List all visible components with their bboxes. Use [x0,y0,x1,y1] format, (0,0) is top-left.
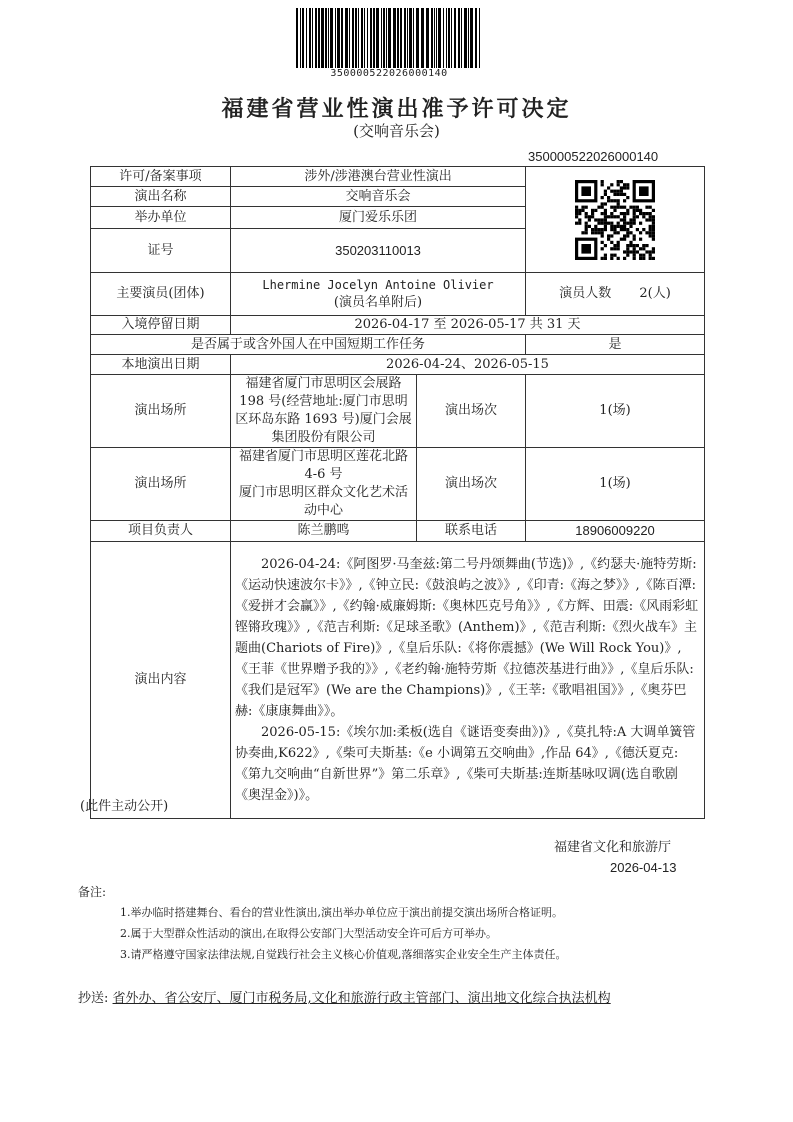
content-paragraph-1: 2026-04-24:《阿图罗·马奎兹:第二号丹颂舞曲(节选)》,《约瑟夫·施特劳斯:《运动快速波尔卡》》,《钟立民:《鼓浪屿之波》》,《印青:《海之梦》》,《陈百潭:《爱拼才会赢》》,《约翰·威廉姆斯:《奥林匹克号角》》,《方辉、田震:《风雨彩虹 铿锵玫瑰》》,《范吉利斯:《足球圣歌》(Anthem)》,《范吉利斯:《烈火战车》主题曲(Chariots of Fire)》,《皇后乐队:《将你震撼》(We Will Rock You)》,《王菲《世界赠予我的》》,《老约翰·施特劳斯《拉德茨基进行曲》》,《皇后乐队:《我们是冠军》(We are the Champions)》,《王莘:《歌唱祖国》》,《奥芬巴赫:《康康舞曲》》。 [235,557,699,719]
cc-label: 抄送: [78,991,109,1006]
venue2-sessions-label: 演出场次 [417,448,526,521]
local-date-label: 本地演出日期 [91,355,231,375]
venue2-sessions-value: 1(场) [526,448,705,521]
venue2-cell [231,448,417,521]
venue1-value: 福建省厦门市思明区会展路 198 号(经营地址:厦门市思明区环岛东路 1693 号)厦门会展集团股份有限公司 [231,375,417,448]
issuing-authority: 福建省文化和旅游厅 [554,840,672,855]
remark-item: 1.举办临时搭建舞台、看台的营业性演出,演出举办单位应于演出前提交演出场所合格证明。 [120,906,563,919]
main-performer-cell [231,273,526,316]
cc-list: 省外办、省公安厅、厦门市税务局,文化和旅游行政主管部门、演出地文化综合执法机构 [112,991,611,1006]
venue1-sessions-value: 1(场) [526,375,705,448]
venue1-sessions-label: 演出场次 [417,375,526,448]
venue2-line2: 厦门市思明区群众文化艺术活动中心 [238,485,408,518]
barcode [296,8,482,68]
venue2-line1: 福建省厦门市思明区莲花北路 4-6 号 [238,449,408,482]
barcode-number: 350000522026000140 [330,68,448,79]
issue-date: 2026-04-13 [610,860,677,875]
content-label: 演出内容 [91,542,231,819]
remark-item: 3.请严格遵守国家法律法规,自觉践行社会主义核心价值观,落细落实企业安全生产主体责任。 [120,948,567,961]
cert-value: 350203110013 [231,229,526,273]
venue2-label: 演出场所 [91,448,231,521]
venue1-label: 演出场所 [91,375,231,448]
manager-value: 陈兰鹏鸣 [231,521,417,542]
performer-count-cell [526,273,705,316]
organizer-value: 厦门爱乐乐团 [231,207,526,229]
organizer-label: 举办单位 [91,207,231,229]
cert-label: 证号 [91,229,231,273]
show-name-label: 演出名称 [91,187,231,207]
performer-count-label: 演员人数 [559,286,612,301]
license-value: 涉外/涉港澳台营业性演出 [231,167,526,187]
document-title: 福建省营业性演出准予许可决定 [221,96,572,122]
content-cell [231,542,705,819]
main-performer-value: Lhermine Jocelyn Antoine Olivier [262,278,494,292]
qr-code [575,180,655,260]
performer-count-value: 2(人) [639,286,671,301]
short-work-label: 是否属于或含外国人在中国短期工作任务 [91,335,526,355]
cc-section [78,989,728,1009]
main-performer-note: (演员名单附后) [333,295,423,310]
qr-cell [526,167,705,273]
remark-item: 2.属于大型群众性活动的演出,在取得公安部门大型活动安全许可后方可举办。 [120,927,497,940]
remarks-label: 备注: [78,885,107,899]
license-table [90,166,705,819]
document-subtitle: (交响音乐会) [353,122,440,140]
content-paragraph-2: 2026-05-15:《埃尔加:柔板(选自《谜语变奏曲》)》,《莫扎特:A 大调单簧管协奏曲,K622》,《柴可夫斯基:《e 小调第五交响曲》,作品 64》,《德沃夏克:《第九交响曲“自新世界”》第二乐章》,《柴可夫斯基:连斯基咏叹调(选自歌剧《奥涅金》)》。 [235,725,696,803]
local-date-value: 2026-04-24、2026-05-15 [231,355,705,375]
phone-label: 联系电话 [417,521,526,542]
license-label: 许可/备案事项 [91,167,231,187]
stay-label: 入境停留日期 [91,316,231,335]
main-performer-label: 主要演员(团体) [91,273,231,316]
phone-value: 18906009220 [526,521,705,542]
manager-label: 项目负责人 [91,521,231,542]
stay-value: 2026-04-17 至 2026-05-17 共 31 天 [231,316,705,335]
show-name-value: 交响音乐会 [231,187,526,207]
public-notice: (此件主动公开) [80,799,169,814]
document-number: 350000522026000140 [528,149,659,164]
short-work-value: 是 [526,335,705,355]
